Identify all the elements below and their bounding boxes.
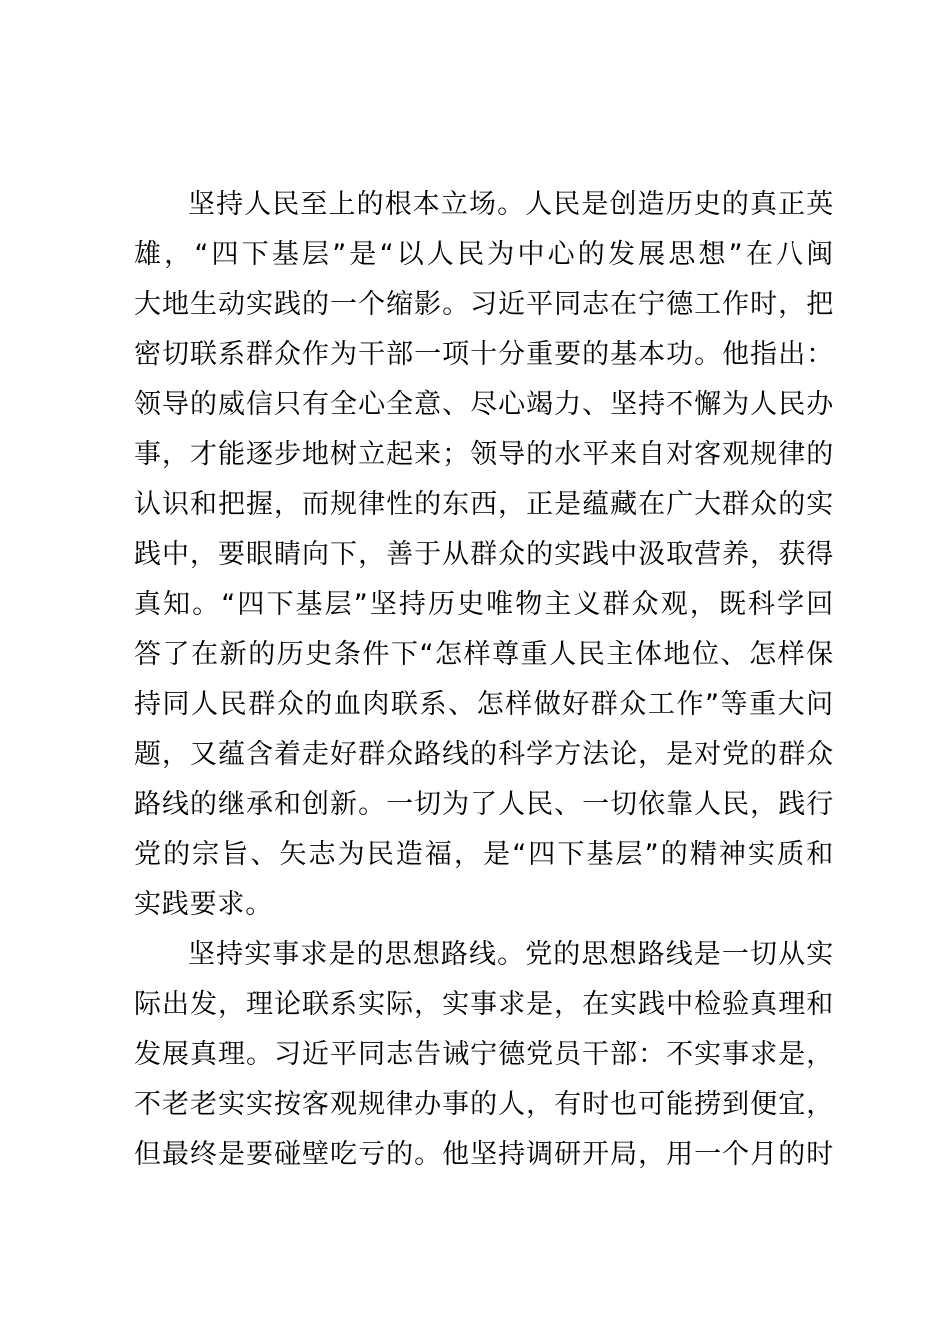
text-line: 密切联系群众作为干部一项十分重要的基本功。他指出：	[134, 339, 834, 370]
text-line: 践中，要眼睛向下，善于从群众的实践中汲取营养，获得	[134, 539, 834, 570]
text-line: 认识和把握，而规律性的东西，正是蕴藏在广大群众的实	[134, 489, 834, 520]
text-line: 持同人民群众的血肉联系、怎样做好群众工作”等重大问	[134, 689, 834, 720]
text-line: 坚持人民至上的根本立场。人民是创造历史的真正英	[188, 189, 834, 220]
text-line: 题，又蕴含着走好群众路线的科学方法论，是对党的群众	[134, 739, 834, 770]
text-line: 党的宗旨、矢志为民造福，是“四下基层”的精神实质和	[134, 839, 834, 870]
text-line: 际出发，理论联系实际，实事求是，在实践中检验真理和	[134, 989, 834, 1020]
text-line: 事，才能逐步地树立起来；领导的水平来自对客观规律的	[134, 439, 834, 470]
text-line: 实践要求。	[134, 889, 273, 920]
paragraph-seek-truth	[134, 930, 834, 1180]
text-line: 真知。“四下基层”坚持历史唯物主义群众观，既科学回	[134, 589, 834, 620]
text-line: 领导的威信只有全心全意、尽心竭力、坚持不懈为人民办	[134, 389, 834, 420]
text-line: 大地生动实践的一个缩影。习近平同志在宁德工作时，把	[134, 289, 834, 320]
text-line: 坚持实事求是的思想路线。党的思想路线是一切从实	[188, 939, 834, 970]
text-line: 雄，“四下基层”是“以人民为中心的发展思想”在八闽	[134, 239, 834, 270]
text-line: 发展真理。习近平同志告诫宁德党员干部：不实事求是，	[134, 1039, 834, 1070]
paragraph-people-first	[134, 180, 834, 930]
text-line: 不老老实实按客观规律办事的人，有时也可能捞到便宜，	[134, 1089, 834, 1120]
text-line: 答了在新的历史条件下“怎样尊重人民主体地位、怎样保	[134, 639, 834, 670]
text-line: 路线的继承和创新。一切为了人民、一切依靠人民，践行	[134, 789, 834, 820]
text-line: 但最终是要碰壁吃亏的。他坚持调研开局，用一个月的时	[134, 1139, 834, 1170]
body-text	[134, 180, 834, 1180]
